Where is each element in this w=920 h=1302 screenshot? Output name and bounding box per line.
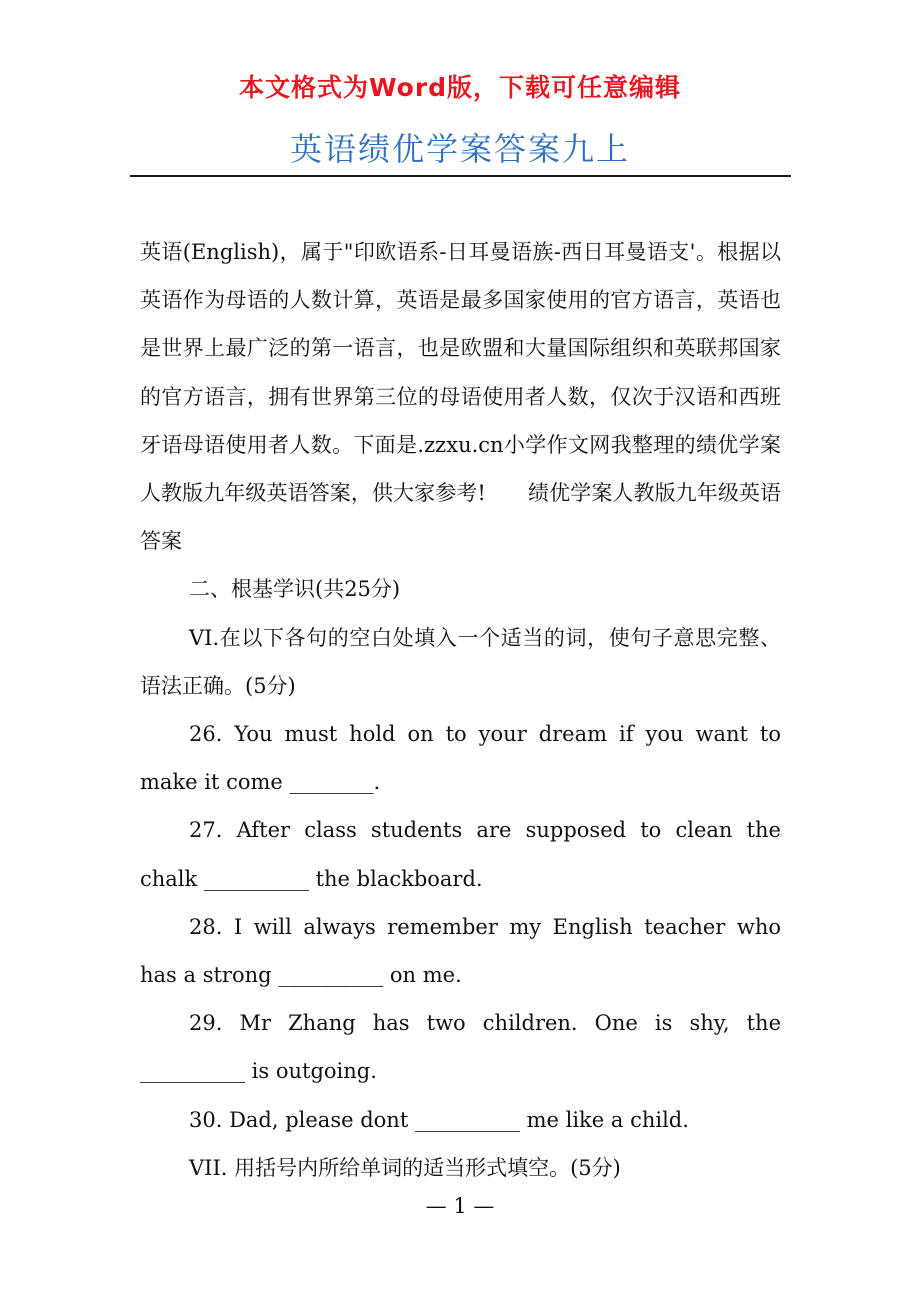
page-number: — 1 — xyxy=(425,1194,495,1218)
intro-paragraph: 英语(English)，属于"印欧语系-日耳曼语族-西日耳曼语支'。根据以英语作为母语的人数计算，英语是最多国家使用的官方语言，英语也是世界上最广泛的第一语言，也是欧盟和大量国际组织和英联邦国家的官方语言，拥有世界第三位的母语使用者人数，仅次于汉语和西班牙语母语使用者人数。下面是.zzxu.cn小学作文网我整理的绩优学案人教版九年级英语答案，供大家参考! 绩优学案人教版九年级英语答案 xyxy=(140,240,781,554)
document-title: 英语绩优学案答案九上 xyxy=(289,130,630,168)
format-notice: 本文格式为Word版，下载可任意编辑 xyxy=(238,73,682,102)
title-divider xyxy=(130,175,791,177)
question-27: 27. After class students are supposed to clean the chalk __________ the blackboard. xyxy=(140,818,781,891)
section-heading: 二、根基学识(共25分) xyxy=(189,577,401,602)
part7-instruction: VII. 用括号内所给单词的适当形式填空。(5分) xyxy=(189,1155,621,1180)
question-30: 30. Dad, please dont __________ me like a child. xyxy=(189,1107,689,1132)
question-28: 28. I will always remember my English teacher who has a strong __________ on me. xyxy=(140,914,781,988)
part6-instruction: VI.在以下各句的空白处填入一个适当的词，使句子意思完整、语法正确。(5分) xyxy=(140,625,781,698)
document-body xyxy=(140,228,781,1192)
question-29: 29. Mr Zhang has two children. One is shy, the __________ is outgoing. xyxy=(140,1011,781,1084)
question-26: 26. You must hold on to your dream if you want to make it come ________. xyxy=(140,722,781,795)
